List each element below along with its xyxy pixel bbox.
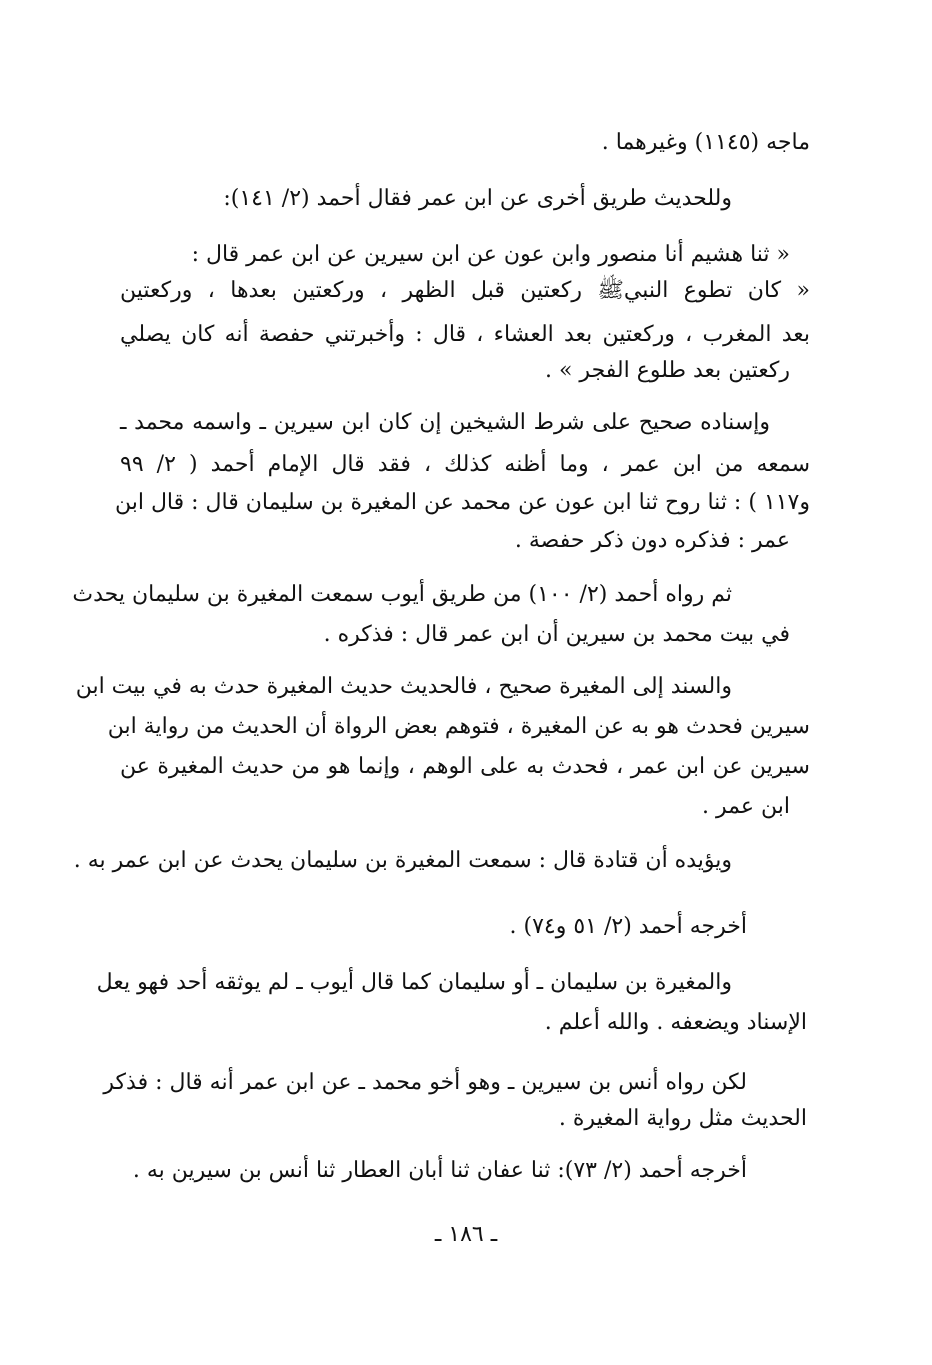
- page-number: ـ ١٨٦ ـ: [434, 1222, 498, 1247]
- text-line-5: بعد المغرب ، وركعتين بعد العشاء ، قال : وأخبرتني حفصة أنه كان يصلي: [120, 322, 810, 347]
- text-line-8: سمعه من ابن عمر ، وما أظنه كذلك ، فقد قال الإمام أحمد ( ٢/ ٩٩: [120, 452, 811, 477]
- text-line-3: « ثنا هشيم أنا منصور وابن عون عن ابن سيرين عن ابن عمر قال :: [191, 242, 790, 267]
- text-line-16: ابن عمر .: [702, 794, 790, 819]
- text-line-1: ماجه (١١٤٥) وغيرهما .: [601, 130, 810, 155]
- text-line-21: لكن رواه أنس بن سيرين ـ وهو أخو محمد ـ عن ابن عمر أنه قال : فذكر: [103, 1070, 747, 1095]
- text-line-10: عمر : فذكره دون ذكر حفصة .: [514, 528, 790, 553]
- text-line-11: ثم رواه أحمد (٢/ ١٠٠) من طريق أيوب سمعت المغيرة بن سليمان يحدث: [72, 582, 732, 607]
- text-line-12: في بيت محمد بن سيرين أن ابن عمر قال : فذكره .: [323, 622, 790, 647]
- text-line-9: و١١٧ ) : ثنا روح ثنا ابن عون عن محمد عن المغيرة بن سليمان قال : قال ابن: [114, 490, 810, 515]
- text-line-17: ويؤيده أن قتادة قال : سمعت المغيرة بن سليمان يحدث عن ابن عمر به .: [73, 848, 732, 873]
- text-line-22: الحديث مثل رواية المغيرة .: [558, 1106, 807, 1131]
- text-line-20: الإسناد ويضعفه . والله أعلم .: [544, 1010, 807, 1035]
- text-line-18: أخرجه أحمد (٢/ ٥١ و٧٤) .: [509, 914, 747, 939]
- text-line-23: أخرجه أحمد (٢/ ٧٣): ثنا عفان ثنا أبان العطار ثنا أنس بن سيرين به .: [132, 1158, 747, 1183]
- text-line-4: « كان تطوع النبيﷺ ركعتين قبل الظهر ، وركعتين بعدها ، وركعتين: [120, 278, 810, 303]
- text-line-2: وللحديث طريق أخرى عن ابن عمر فقال أحمد (٢/ ١٤١):: [223, 186, 732, 211]
- text-line-19: والمغيرة بن سليمان ـ أو سليمان كما قال أيوب ـ لم يوثقه أحد فهو يعل: [96, 970, 732, 995]
- text-line-13: والسند إلى المغيرة صحيح ، فالحديث حديث المغيرة حدث به في بيت ابن: [75, 674, 732, 699]
- text-line-6: ركعتين بعد طلوع الفجر » .: [544, 358, 790, 383]
- text-line-14: سيرين فحدث هو به عن المغيرة ، فتوهم بعض الرواة أن الحديث من رواية ابن: [107, 714, 810, 739]
- text-line-7: وإسناده صحيح على شرط الشيخين إن كان ابن سيرين ـ واسمه محمد ـ: [120, 410, 770, 435]
- text-line-15: سيرين عن ابن عمر ، فحدث به على الوهم ، وإنما هو من حديث المغيرة عن: [120, 754, 810, 779]
